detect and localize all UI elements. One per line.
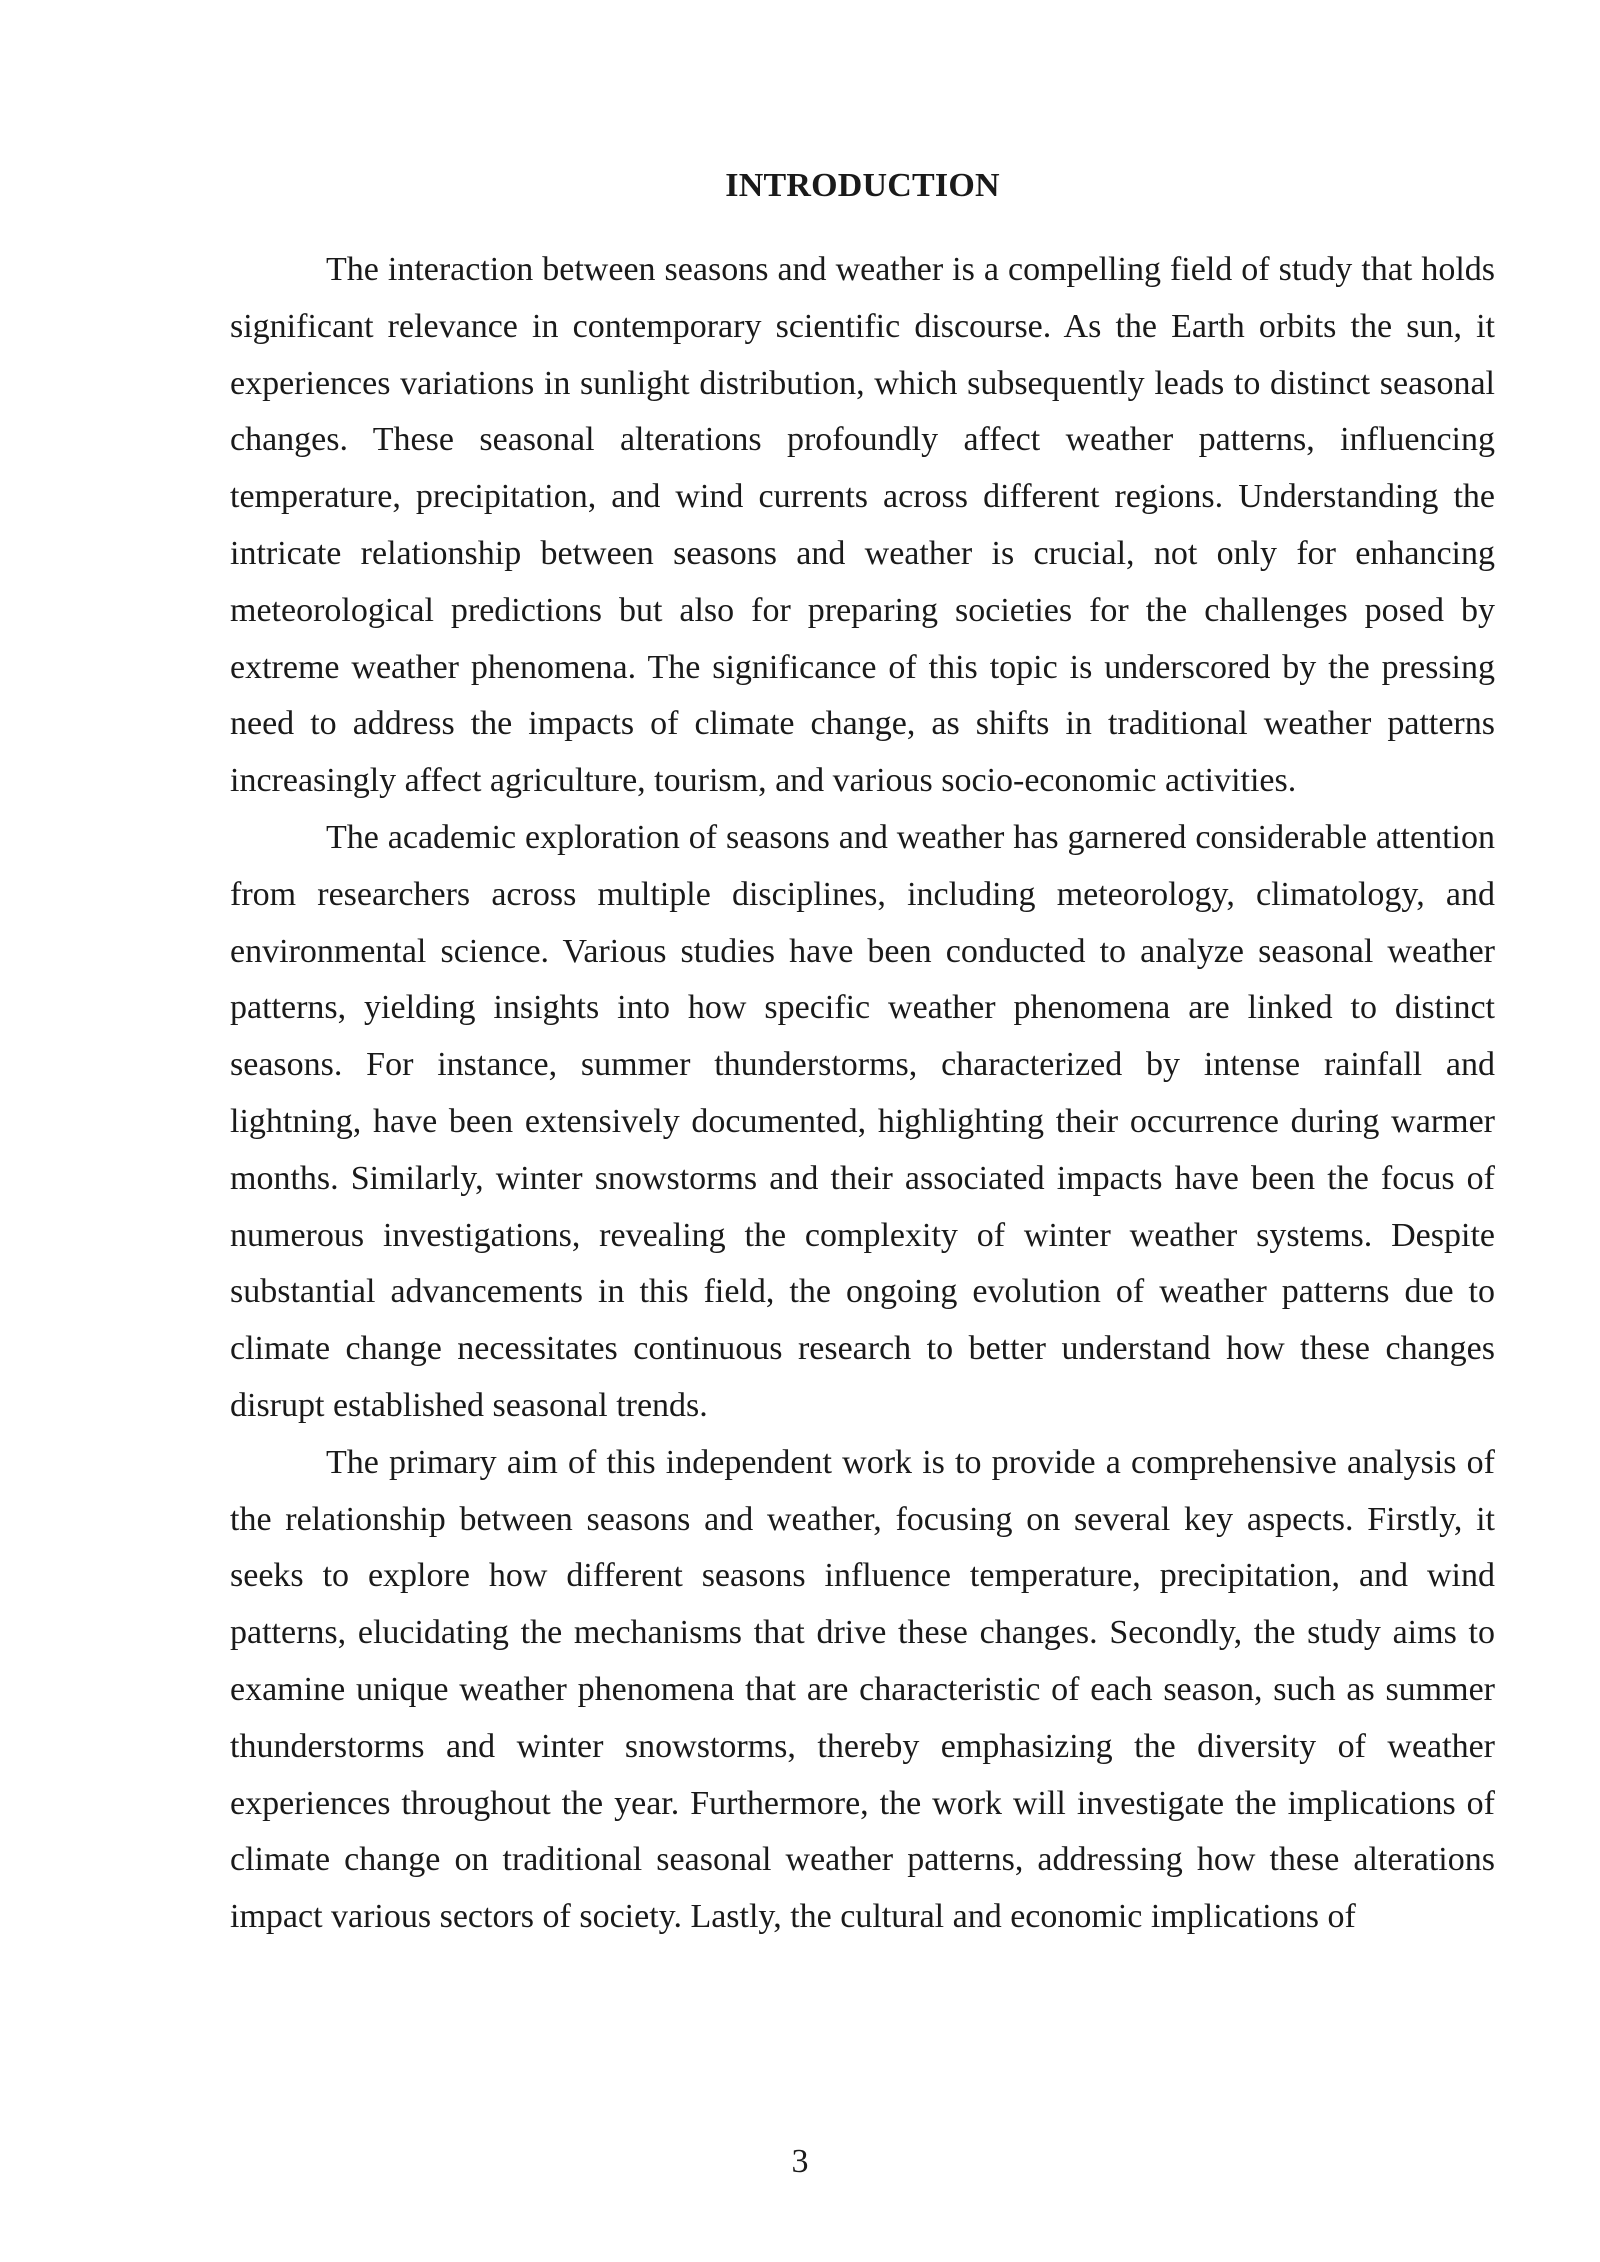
paragraph-1: The interaction between seasons and weather is a compelling field of study that holds significant relevance in contemporary scientific discourse. As the Earth orbits the sun, it experiences variations in sunlight distribution, which subsequently leads to distinct seasonal changes. These seasonal alterations profoundly affect weather patterns, influencing temperature, precipitation, and wind currents across different regions. Understanding the intricate relationship between seasons and weather is crucial, not only for enhancing meteorological predictions but also for preparing societies for the challenges posed by extreme weather phenomena. The significance of this topic is underscored by the pressing need to address the impacts of climate change, as shifts in traditional weather patterns increasingly affect agriculture, tourism, and various socio-economic activities. bbox=[230, 251, 1495, 800]
paragraph-2: The academic exploration of seasons and weather has garnered considerable attention from researchers across multiple disciplines, including meteorology, climatology, and environmental science. Various studies have been conducted to analyze seasonal weather patterns, yielding insights into how specific weather phenomena are linked to distinct seasons. For instance, summer thunderstorms, characterized by intense rainfall and lightning, have been extensively documented, highlighting their occurrence during warmer months. Similarly, winter snowstorms and their associated impacts have been the focus of numerous investigations, revealing the complexity of winter weather systems. Despite substantial advancements in this field, the ongoing evolution of weather patterns due to climate change necessitates continuous research to better understand how these changes disrupt established seasonal trends. bbox=[230, 818, 1495, 1424]
section-heading: INTRODUCTION bbox=[725, 167, 1000, 204]
page-number: 3 bbox=[791, 2143, 809, 2180]
paragraph-3: The primary aim of this independent work is to provide a comprehensive analysis of the relationship between seasons and weather, focusing on several key aspects. Firstly, it seeks to explore how different seasons influence temperature, precipitation, and wind patterns, elucidating the mechanisms that drive these changes. Secondly, the study aims to examine unique weather phenomena that are characteristic of each season, such as summer thunderstorms and winter snowstorms, thereby emphasizing the diversity of weather experiences throughout the year. Furthermore, the work will investigate the implications of climate change on traditional seasonal weather patterns, addressing how these alterations impact various sectors of society. Lastly, the cultural and economic implications of bbox=[230, 1443, 1495, 1936]
body-text bbox=[230, 158, 1495, 1946]
